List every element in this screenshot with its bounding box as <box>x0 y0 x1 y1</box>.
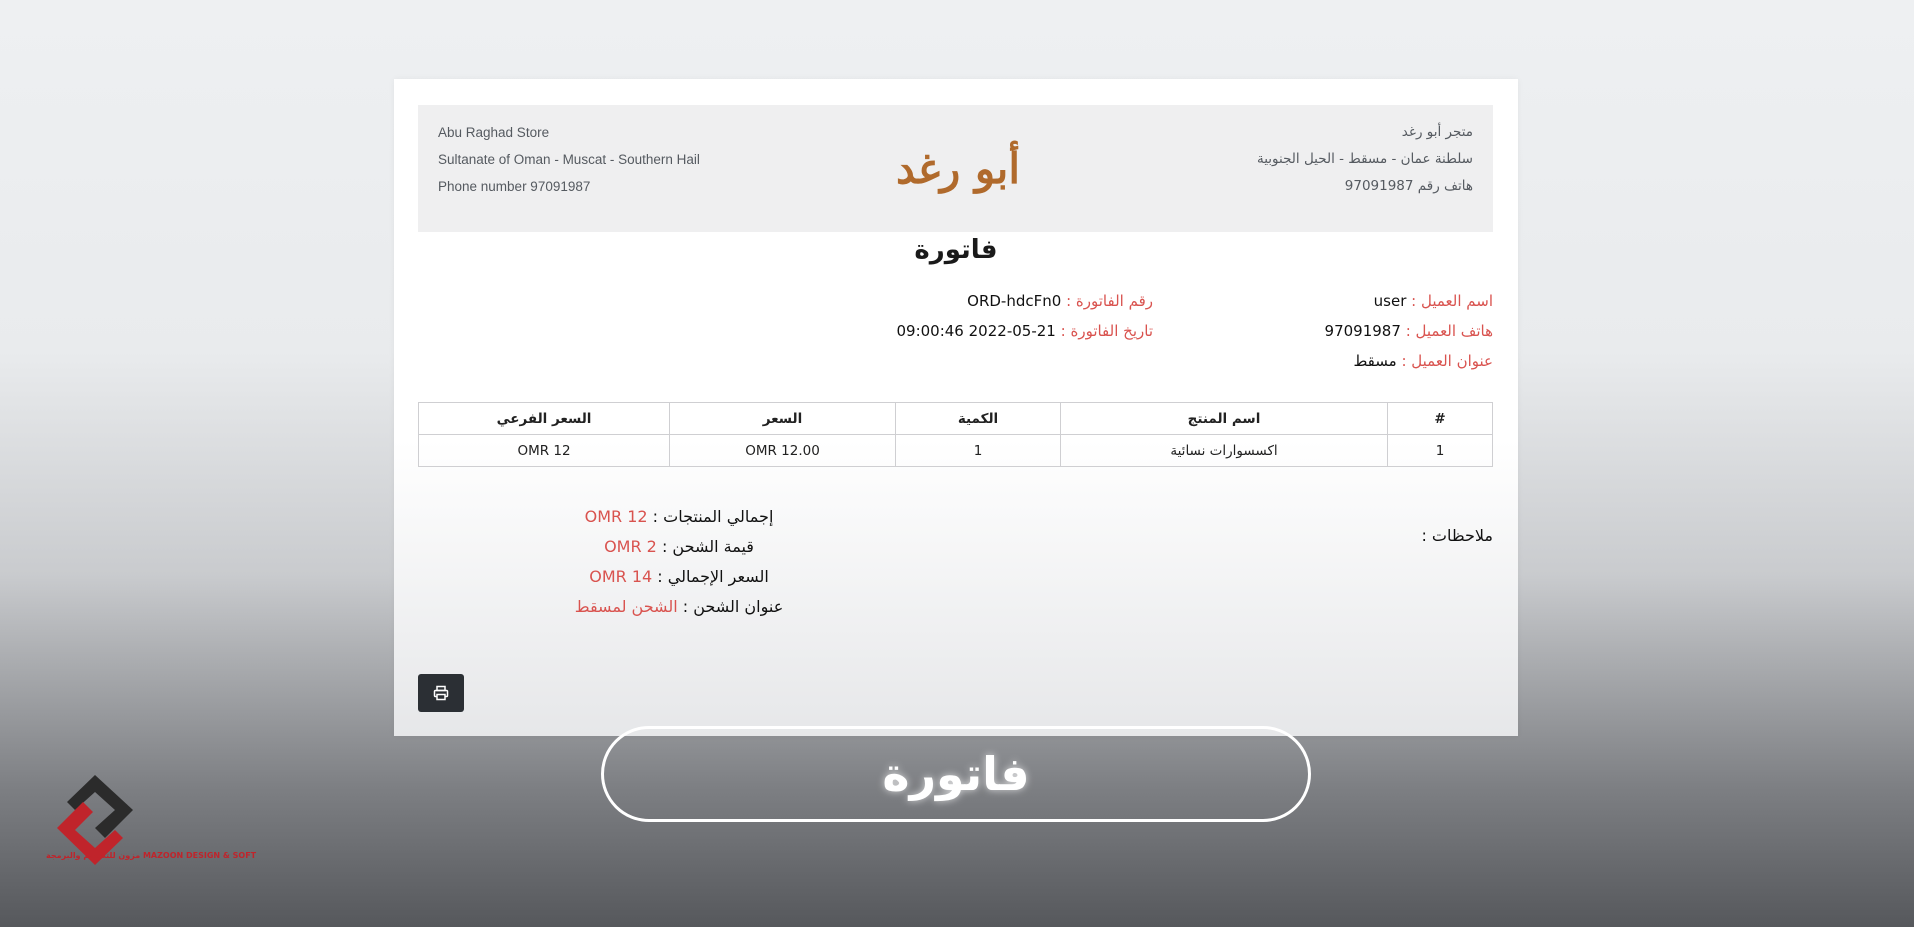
invoice-title: فاتورة <box>914 235 998 265</box>
shipping-label: قيمة الشحن : <box>661 537 754 556</box>
store-info-en <box>438 119 700 200</box>
totals-block <box>524 502 834 622</box>
customer-name-label: اسم العميل : <box>1411 292 1493 310</box>
items-table <box>418 402 1493 467</box>
invoice-date-value: 21-05-2022 09:00:46 <box>896 322 1056 340</box>
customer-phone-label: هاتف العميل : <box>1405 322 1493 340</box>
brand-text: مزون للتصميم والبرمجة MAZOON DESIGN & SOFT <box>46 851 257 860</box>
store-name-en: Abu Raghad Store <box>438 125 550 140</box>
invoice-date-row <box>896 322 1153 340</box>
invoice-date-label: تاريخ الفاتورة : <box>1060 322 1153 340</box>
cell-product-name: اكسسوارات نسائية <box>1061 435 1388 467</box>
products-total-value: OMR 12 <box>584 507 648 526</box>
invoice-number-value: ORD-hdcFn0 <box>967 292 1062 310</box>
store-logo <box>896 113 1020 213</box>
store-address-en: Sultanate of Oman - Muscat - Southern Hail <box>438 152 700 167</box>
grand-total-label: السعر الإجمالي : <box>657 567 769 586</box>
print-button[interactable] <box>418 674 464 712</box>
invoice-card <box>394 79 1518 736</box>
video-caption: فاتورة <box>601 726 1311 822</box>
shipping-value: OMR 2 <box>604 537 657 556</box>
customer-address-label: عنوان العميل : <box>1401 352 1493 370</box>
cell-quantity: 1 <box>896 435 1061 467</box>
customer-address-row <box>1353 352 1493 370</box>
shipping-address-label: عنوان الشحن : <box>682 597 784 616</box>
grand-total-row <box>524 562 834 592</box>
notes-label: ملاحظات : <box>1421 526 1493 545</box>
store-header <box>418 105 1493 232</box>
customer-address-value: مسقط <box>1353 352 1397 370</box>
customer-name-value: user <box>1373 292 1407 310</box>
store-info-ar <box>1257 119 1473 200</box>
store-logo-text: أبو رغد <box>896 144 1020 193</box>
cell-subtotal: OMR 12 <box>419 435 670 467</box>
shipping-address-value: الشحن لمسقط <box>574 597 678 616</box>
cell-index: 1 <box>1388 435 1493 467</box>
grand-total-value: OMR 14 <box>589 567 653 586</box>
col-index: # <box>1388 403 1493 435</box>
products-total-label: إجمالي المنتجات : <box>652 507 774 526</box>
store-name-ar: متجر أبو رغد <box>1401 124 1473 140</box>
col-subtotal: السعر الفرعي <box>419 403 670 435</box>
invoice-number-label: رقم الفاتورة : <box>1066 292 1153 310</box>
cell-price: OMR 12.00 <box>670 435 896 467</box>
customer-phone-value: 97091987 <box>1324 322 1401 340</box>
table-row <box>419 435 1493 467</box>
store-phone-ar: هاتف رقم 97091987 <box>1344 178 1473 194</box>
table-header-row <box>419 403 1493 435</box>
printer-icon <box>433 685 449 701</box>
shipping-address-row <box>524 592 834 622</box>
products-total-row <box>524 502 834 532</box>
store-phone-en: Phone number 97091987 <box>438 179 591 194</box>
shipping-row <box>524 532 834 562</box>
customer-phone-row <box>1325 322 1493 340</box>
col-price: السعر <box>670 403 896 435</box>
col-product-name: اسم المنتج <box>1061 403 1388 435</box>
store-address-ar: سلطنة عمان - مسقط - الحيل الجنوبية <box>1256 151 1473 167</box>
customer-name-row <box>1374 292 1493 310</box>
invoice-number-row <box>967 292 1153 310</box>
col-quantity: الكمية <box>896 403 1061 435</box>
